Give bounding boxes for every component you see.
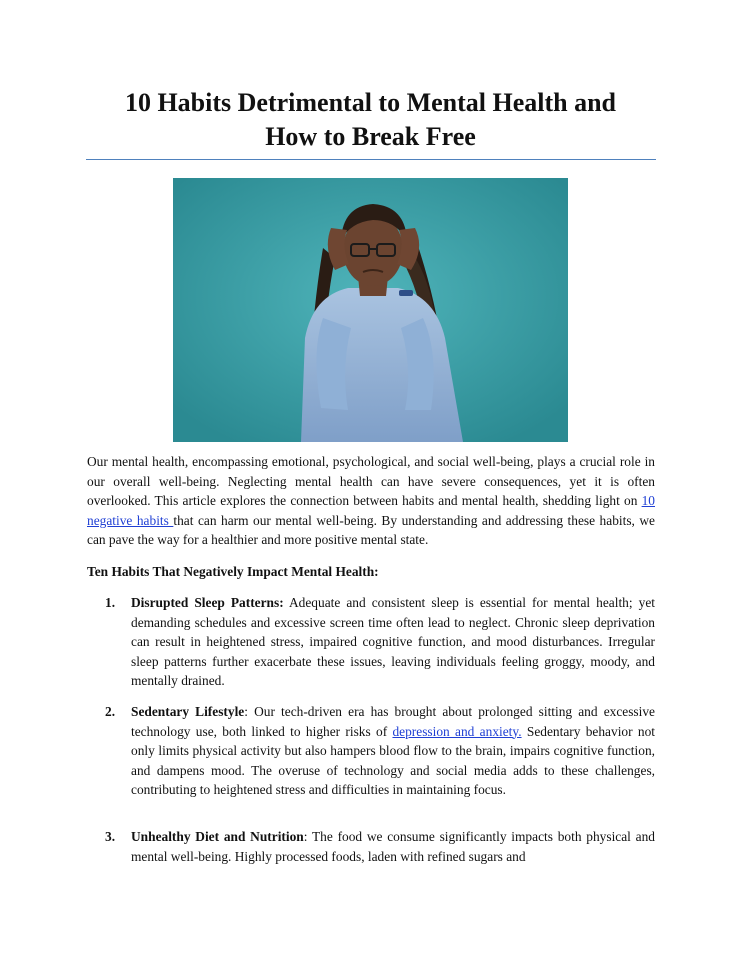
habit-paragraph xyxy=(131,827,655,866)
article-title xyxy=(60,86,681,154)
habit-title: Unhealthy Diet and Nutrition xyxy=(131,829,304,844)
intro-text-end: that can harm our mental well-being. By understanding and addressing these habits, we can pave the way for a healthier and more positive mental state. xyxy=(87,512,655,547)
habit-text: : The food we consume significantly impacts both physical and mental well-being. Highly processed foods, laden with refined sugars and xyxy=(131,829,655,864)
title-underline xyxy=(86,159,656,160)
habit-number: 2. xyxy=(105,704,116,719)
habit-paragraph xyxy=(131,702,655,800)
section-heading: Ten Habits That Negatively Impact Mental Health: xyxy=(87,564,379,579)
habit-text: : Our tech-driven era has brought about prolonged sitting and excessive technology use, both linked to higher risks of xyxy=(131,704,656,739)
intro-text-start: Our mental health, encompassing emotional, psychological, and social well-being, plays a crucial role in our overall well-being. Neglecting mental health can have severe consequences, yet it is often overlooked. This article explores the connection between habits and mental health, shedding light on xyxy=(87,454,655,508)
habit-list-item-3 xyxy=(105,827,655,866)
title-line-2: How to Break Free xyxy=(265,122,476,151)
depression-anxiety-link[interactable]: depression and anxiety. xyxy=(392,723,522,739)
habit-title: Sedentary Lifestyle xyxy=(131,704,245,719)
habit-text-continued: Sedentary behavior not only limits physical activity but also hampers blood flow to the brain, impairs cognitive function, and dampens mood. The overuse of technology and social media adds to these challenges, contributing to heightened stress and difficulties in maintaining focus. xyxy=(131,723,655,797)
habit-paragraph xyxy=(131,593,655,691)
habit-list-item-2 xyxy=(105,702,655,800)
habit-text: Adequate and consistent sleep is essential for mental health; yet demanding schedules and excessive screen time often lead to neglect. Chronic sleep deprivation can result in heightened stress, impaired cognitive function, and mood disturbances. Irregular sleep patterns further exacerbate these issues, leaving individuals feeling groggy, moody, and mentally drained. xyxy=(131,595,655,688)
habit-number: 1. xyxy=(105,595,116,610)
hero-image xyxy=(173,178,568,442)
title-line-1: 10 Habits Detrimental to Mental Health and xyxy=(124,88,617,117)
negative-habits-link[interactable]: 10 negative habits xyxy=(87,493,655,528)
intro-paragraph xyxy=(87,452,655,550)
habit-title: Disrupted Sleep Patterns: xyxy=(131,595,284,610)
habit-number: 3. xyxy=(105,829,116,844)
habit-list-item-1 xyxy=(105,593,655,691)
hero-photo-illustration xyxy=(173,178,568,442)
